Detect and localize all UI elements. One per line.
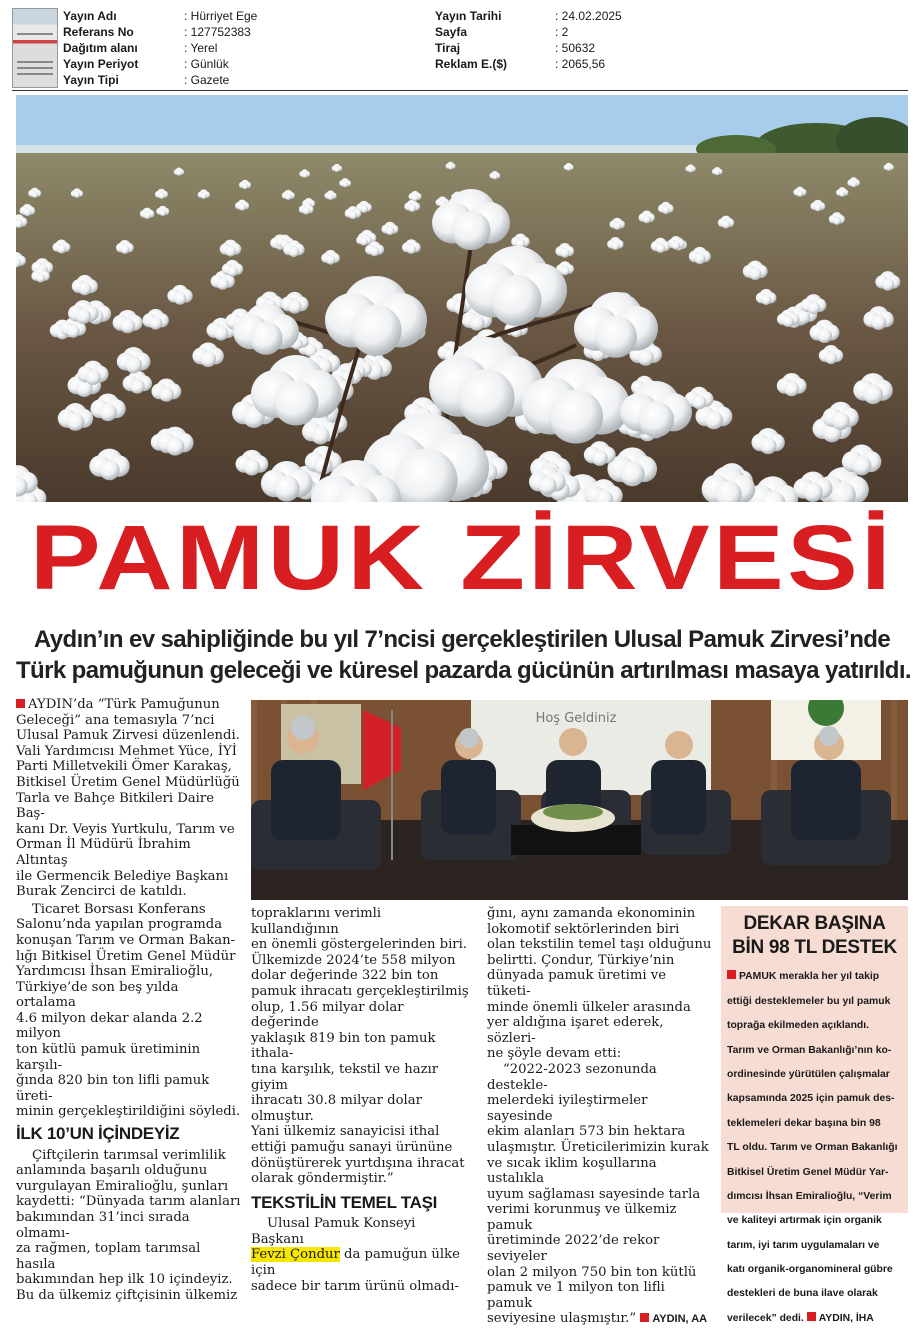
- byline-iha: AYDIN, İHA: [818, 1312, 874, 1324]
- paragraph-line: [487, 1000, 712, 1016]
- paragraph-text: “2022-2023 sezonunda destekle-: [487, 1061, 657, 1093]
- meta-row: [63, 8, 423, 24]
- meta-row: [63, 56, 423, 72]
- paragraph-text: tarım, iyi tarım uygulamaları ve: [727, 1239, 880, 1251]
- sidebar-title-line-2: BİN 98 TL DESTEK: [732, 937, 897, 958]
- paragraph-line: [727, 1214, 902, 1228]
- paragraph-line: [16, 697, 241, 713]
- paragraph-text: destekleri de buna ilave olarak: [727, 1288, 878, 1300]
- paragraph-line: [251, 1062, 471, 1093]
- publication-meta-header: [0, 0, 920, 92]
- paragraph-text: ile Germencik Belediye Başkanı: [16, 868, 229, 884]
- paragraph-line: [487, 1311, 712, 1328]
- paragraph-line: [16, 822, 241, 838]
- paragraph-text: verimi korunmuş ve ülkemiz pamuk: [487, 1202, 677, 1233]
- paragraph-line: [16, 775, 241, 791]
- paragraph-line: [16, 1179, 241, 1195]
- meta-value: : 2065,56: [555, 57, 606, 71]
- paragraph-line: [727, 970, 902, 984]
- meta-value: : Hürriyet Ege: [184, 9, 258, 23]
- paragraph-text: Burak Zencirci de katıldı.: [16, 884, 187, 900]
- paragraph-line: [16, 902, 241, 918]
- paragraph-text: kapsamında 2025 için pamuk des-: [727, 1093, 895, 1105]
- meta-label: Yayın Tipi: [63, 73, 119, 87]
- meta-value: : 127752383: [184, 25, 251, 39]
- paragraph-line: [487, 1062, 712, 1093]
- paragraph-text: Ülkemizde 2024’te 558 milyon: [251, 952, 456, 968]
- subheadline-line-1: Aydın’ın ev sahipliğinde bu yıl 7’ncisi gerçekleştirilen Ulusal Pamuk Zirvesi’nde: [33, 626, 891, 653]
- paragraph-line: [16, 980, 241, 1011]
- paragraph-line-tail: da pamuğun ülke için: [251, 1247, 460, 1279]
- paragraph-text: Orman İl Müdürü İbrahim Altıntaş: [16, 837, 191, 868]
- paragraph-line: [251, 953, 471, 969]
- paragraph-line: [727, 1019, 902, 1033]
- sidebar-title-line-1: DEKAR BAŞINA: [743, 913, 886, 934]
- sidebar-title: [721, 912, 908, 960]
- paragraph-text: za rağmen, toplam tarımsal hasıla: [16, 1241, 201, 1272]
- article-column-3: [487, 906, 712, 1328]
- paragraph-line: [16, 1272, 241, 1288]
- subheadline-line-2: Türk pamuğunun geleceği ve küresel pazarda gücünün artırılması masaya yatırıldı.: [16, 657, 911, 684]
- paragraph-line: [727, 1166, 902, 1180]
- closing-line: seviyesine ulaşmıştır.”: [487, 1311, 637, 1327]
- paragraph-text: Türkiye’de son beş yılda ortalama: [16, 979, 179, 1011]
- paragraph-text: 4.6 milyon dekar alanda 2.2 milyon: [16, 1010, 203, 1042]
- paragraph-line: [251, 1156, 471, 1172]
- paragraph-line: [727, 1117, 902, 1131]
- meta-label: Yayın Adı: [63, 9, 117, 23]
- paragraph-text: Bitkisel Üretim Genel Müdürlüğü: [16, 774, 240, 790]
- paragraph-text: katı organik-organomineral gübre: [727, 1264, 893, 1276]
- paragraph-line: [487, 1156, 712, 1187]
- paragraph-text: ekim alanları 573 bin hektara: [487, 1124, 686, 1140]
- paragraph-text: olup, 1.56 milyar dolar değerinde: [251, 999, 404, 1031]
- paragraph-text: Tarım ve Orman Bakanlığı’nın ko-: [727, 1044, 892, 1056]
- paragraph-text: dünyada pamuk üretimi ve tüketi-: [487, 968, 667, 999]
- sidebar-closing: [721, 1312, 908, 1326]
- paragraph-text: konuşan Tarım ve Orman Bakan-: [16, 932, 236, 948]
- paragraph-text: dolar değerinde 322 bin ton: [251, 968, 439, 984]
- paragraph-line: [727, 1287, 902, 1301]
- paragraph-text: yer aldığına işaret ederek, sözleri-: [487, 1015, 664, 1046]
- bullet-square-icon: [640, 1313, 649, 1322]
- paragraph-text: ettiği desteklemeler bu yıl pamuk: [727, 995, 891, 1007]
- paragraph-text: ve kaliteyi artırmak için organik: [727, 1215, 882, 1227]
- paragraph-line: [487, 1202, 712, 1233]
- paragraph-line: [727, 1141, 902, 1155]
- paragraph-line: [727, 1239, 902, 1253]
- paragraph-text: bakımından hep ilk 10 içindeyiz.: [16, 1272, 233, 1288]
- paragraph-line: [487, 1015, 712, 1046]
- paragraph-line: [727, 1044, 902, 1058]
- paragraph-line: [16, 1073, 241, 1104]
- paragraph-line: [16, 713, 241, 729]
- paragraph-text: Vali Yardımcısı Mehmet Yüce, İYİ: [16, 743, 237, 759]
- paragraph-text: ihracatı 30.8 milyar dolar olmuştur.: [251, 1093, 422, 1124]
- support-sidebar-box: [721, 906, 908, 1324]
- header-divider: [12, 90, 908, 91]
- paragraph-text: uyum sağlaması sayesinde tarla: [487, 1186, 701, 1202]
- paragraph-text: Ticaret Borsası Konferans: [32, 901, 206, 917]
- meta-value: : Gazete: [184, 73, 230, 87]
- meta-row: [63, 72, 423, 88]
- paragraph-line: [487, 1140, 712, 1156]
- paragraph-line: [251, 937, 471, 953]
- article-column-2: [251, 906, 471, 1294]
- paragraph-line: [16, 1148, 241, 1164]
- paragraph-line: [16, 1210, 241, 1241]
- paragraph-text: ve sıcak iklim koşullarına ustalıkla: [487, 1155, 657, 1187]
- paragraph-line: [251, 1000, 471, 1031]
- paragraph-text: toprağa ekilmeden açıklandı.: [727, 1020, 870, 1032]
- paragraph-text: ton kütlü pamuk üretiminin karşılı-: [16, 1042, 201, 1073]
- paragraph-text: olarak göndermiştir.”: [251, 1171, 394, 1187]
- paragraph-text: Bu da ülkemiz çiftçisinin ülkemiz: [16, 1287, 238, 1303]
- paragraph-line: [251, 1031, 471, 1062]
- paragraph-text: dönüştürerek yurtdışına ihracat: [251, 1155, 465, 1171]
- paragraph-text: bakımından 31’inci sırada olmamı-: [16, 1210, 190, 1241]
- subhead-tekstilin-temel-tasi: TEKSTİLİN TEMEL TAŞI: [251, 1192, 438, 1212]
- paragraph-text: ordinesinde yürütülen çalışmalar: [727, 1068, 890, 1080]
- panel-photo: [251, 700, 908, 900]
- paragraph-text: ğını, aynı zamanda ekonominin: [487, 906, 696, 921]
- paragraph-text: ulaşmıştır. Üreticilerimizin kurak: [487, 1139, 709, 1155]
- paragraph-text: Bitkisel Üretim Genel Müdür Yar-: [727, 1166, 889, 1178]
- article-column-1: [16, 697, 241, 1304]
- paragraph-line: [251, 968, 471, 984]
- meta-row: [435, 40, 735, 56]
- paragraph-line: [16, 949, 241, 965]
- paragraph-line: [487, 968, 712, 999]
- paragraph-line: sadece bir tarım ürünü olmadı-: [251, 1278, 459, 1294]
- paragraph-line: [16, 884, 241, 900]
- paragraph-line: [16, 791, 241, 822]
- paragraph-text: Yardımcısı İhsan Emiralioğlu,: [16, 964, 214, 980]
- highlighted-name: Fevzi Çondur: [251, 1247, 340, 1263]
- meta-label: Referans No: [63, 25, 134, 39]
- paragraph-text: Ulusal Pamuk Zirvesi düzenlendi.: [16, 728, 240, 744]
- bullet-square-icon: [16, 699, 25, 708]
- paragraph-line: [16, 1288, 241, 1304]
- paragraph-line: Ulusal Pamuk Konseyi Başkanı: [251, 1216, 416, 1247]
- paragraph-text: yaklaşık 819 bin ton pamuk ithala-: [251, 1030, 436, 1062]
- cotton-field-photo: [16, 95, 908, 502]
- paragraph-text: AYDIN’da “Türk Pamuğunun: [28, 697, 220, 712]
- meta-row: [435, 56, 735, 72]
- paragraph-text: olan tekstilin temel taşı olduğunu: [487, 937, 712, 953]
- meta-row: [63, 40, 423, 56]
- paragraph-line: [251, 1247, 471, 1278]
- paragraph-text: en önemli göstergelerinden biri.: [251, 937, 468, 953]
- meta-value: : Günlük: [184, 57, 229, 71]
- paragraph-line: [487, 1046, 712, 1062]
- paragraph-text: lokomotif sektörlerinden biri: [487, 921, 680, 937]
- paragraph-line: [16, 964, 241, 980]
- paragraph-text: PAMUK meraklа her yıl takip: [739, 971, 880, 983]
- paragraph-line: [487, 922, 712, 938]
- paragraph-line: [251, 1140, 471, 1156]
- paragraph-text: kanı Dr. Veyis Yurtkulu, Tarım ve: [16, 821, 235, 837]
- paragraph-line: [487, 1093, 712, 1124]
- paragraph-line: [16, 1042, 241, 1073]
- meta-label: Yayın Periyot: [63, 57, 139, 71]
- paragraph-text: minin gerçekleştirildiğini söyledi.: [16, 1104, 241, 1120]
- paragraph-line: [16, 1104, 241, 1120]
- paragraph-text: olan 2 milyon 750 bin ton kütlü: [487, 1264, 697, 1280]
- meta-row: [435, 8, 735, 24]
- paragraph-line: [251, 1093, 471, 1124]
- meta-row: [63, 24, 423, 40]
- paragraph-line: [16, 759, 241, 775]
- subhead-ilk-10: İLK 10’UN İÇİNDEYİZ: [16, 1124, 180, 1144]
- paragraph-text: topraklarını verimli kullandığının: [251, 906, 382, 937]
- meta-label: Yayın Tarihi: [435, 9, 502, 23]
- paragraph-text: Tarla ve Bahçe Bitkileri Daire Baş-: [16, 790, 214, 822]
- paragraph-text: üretiminde 2022’de rekor seviyeler: [487, 1233, 660, 1265]
- paragraph-text: pamuk ve 1 milyon ton lifli pamuk: [487, 1280, 665, 1311]
- paragraph-text: melerdeki iyileştirmeler sayesinde: [487, 1093, 648, 1124]
- paragraph-line: [16, 1163, 241, 1179]
- paragraph-text: anlamında başarılı olduğunu: [16, 1163, 208, 1179]
- paragraph-line: [487, 1280, 712, 1311]
- paragraph-line: [487, 1233, 712, 1264]
- paragraph-text: tına karşılık, tekstil ve hazır giyim: [251, 1061, 439, 1093]
- paragraph-line: [16, 1194, 241, 1210]
- paragraph-text: teklemeleri dekar başına bin 98: [727, 1117, 881, 1129]
- paragraph-line: [487, 906, 712, 922]
- paragraph-line: [16, 744, 241, 760]
- paragraph-line: [251, 1171, 471, 1187]
- paragraph-text: kaydetti: “Dünyada tarım alanları: [16, 1194, 241, 1210]
- meta-label: Reklam E.($): [435, 57, 508, 71]
- paragraph-line: [251, 1124, 471, 1140]
- meta-label: Sayfa: [435, 25, 468, 39]
- meta-value: : 2: [555, 25, 569, 39]
- paragraph-line: [487, 1124, 712, 1140]
- paragraph-line: [16, 728, 241, 744]
- page-thumbnail: [12, 8, 58, 88]
- paragraph-line: [16, 869, 241, 885]
- welcome-sign-text: Hoş Geldiniz: [535, 711, 617, 726]
- paragraph-line: [251, 906, 471, 937]
- paragraph-line: [251, 984, 471, 1000]
- paragraph-text: Parti Milletvekili Ömer Karakaş,: [16, 759, 232, 775]
- meta-value: : Yerel: [184, 41, 218, 55]
- bullet-square-icon: [727, 970, 736, 979]
- paragraph-line: [487, 953, 712, 969]
- paragraph-line: [487, 1187, 712, 1203]
- paragraph-text: TL oldu. Tarım ve Orman Bakanlığı: [727, 1142, 898, 1154]
- paragraph-text: dımcısı İhsan Emiralioğlu, “Verim: [727, 1190, 892, 1202]
- paragraph-text: ne şöyle devam etti:: [487, 1046, 622, 1062]
- paragraph-line: [727, 1263, 902, 1277]
- paragraph-line: [727, 995, 902, 1009]
- paragraph-text: belirtti. Çondur, Türkiye’nin: [487, 952, 675, 968]
- paragraph-text: lığı Bitkisel Üretim Genel Müdür: [16, 948, 236, 964]
- paragraph-text: Çiftçilerin tarımsal verimlilik: [32, 1147, 226, 1163]
- paragraph-line: [16, 933, 241, 949]
- meta-row: [435, 24, 735, 40]
- paragraph-line: [727, 1068, 902, 1082]
- paragraph-text: Geleceği” ana temasıyla 7’nci: [16, 712, 215, 728]
- paragraph-line: [16, 1241, 241, 1272]
- paragraph-line: [487, 937, 712, 953]
- paragraph-text: vurgulayan Emiralioğlu, şunları: [16, 1178, 229, 1194]
- byline-aa: AYDIN, AA: [652, 1313, 708, 1326]
- bullet-square-icon: [807, 1312, 816, 1321]
- paragraph-text: Salonu’nda yapılan programda: [16, 917, 223, 933]
- paragraph-line: [727, 1092, 902, 1106]
- paragraph-line: [487, 1265, 712, 1281]
- paragraph-line: [16, 917, 241, 933]
- paragraph-text: ğında 820 bin ton lifli pamuk üreti-: [16, 1073, 210, 1104]
- meta-label: Dağıtım alanı: [63, 41, 138, 55]
- paragraph-text: ettiği pamuğu sanayi ürününe: [251, 1139, 453, 1155]
- paragraph-line: [727, 1190, 902, 1204]
- paragraph-text: pamuk ihracatı gerçekleştirilmiş: [251, 983, 469, 999]
- paragraph-text: Yani ülkemiz sanayicisi ithal: [251, 1124, 440, 1140]
- paragraph-text: minde önemli ülkeler arasında: [487, 999, 691, 1015]
- meta-value: : 24.02.2025: [555, 9, 622, 23]
- paragraph-line: [16, 1011, 241, 1042]
- meta-value: : 50632: [555, 41, 596, 55]
- headline: PAMUK ZİRVESİ: [30, 507, 894, 609]
- paragraph-line: [16, 837, 241, 868]
- meta-label: Tiraj: [435, 41, 461, 55]
- sidebar-last-line: verilecek” dedi.: [727, 1312, 804, 1324]
